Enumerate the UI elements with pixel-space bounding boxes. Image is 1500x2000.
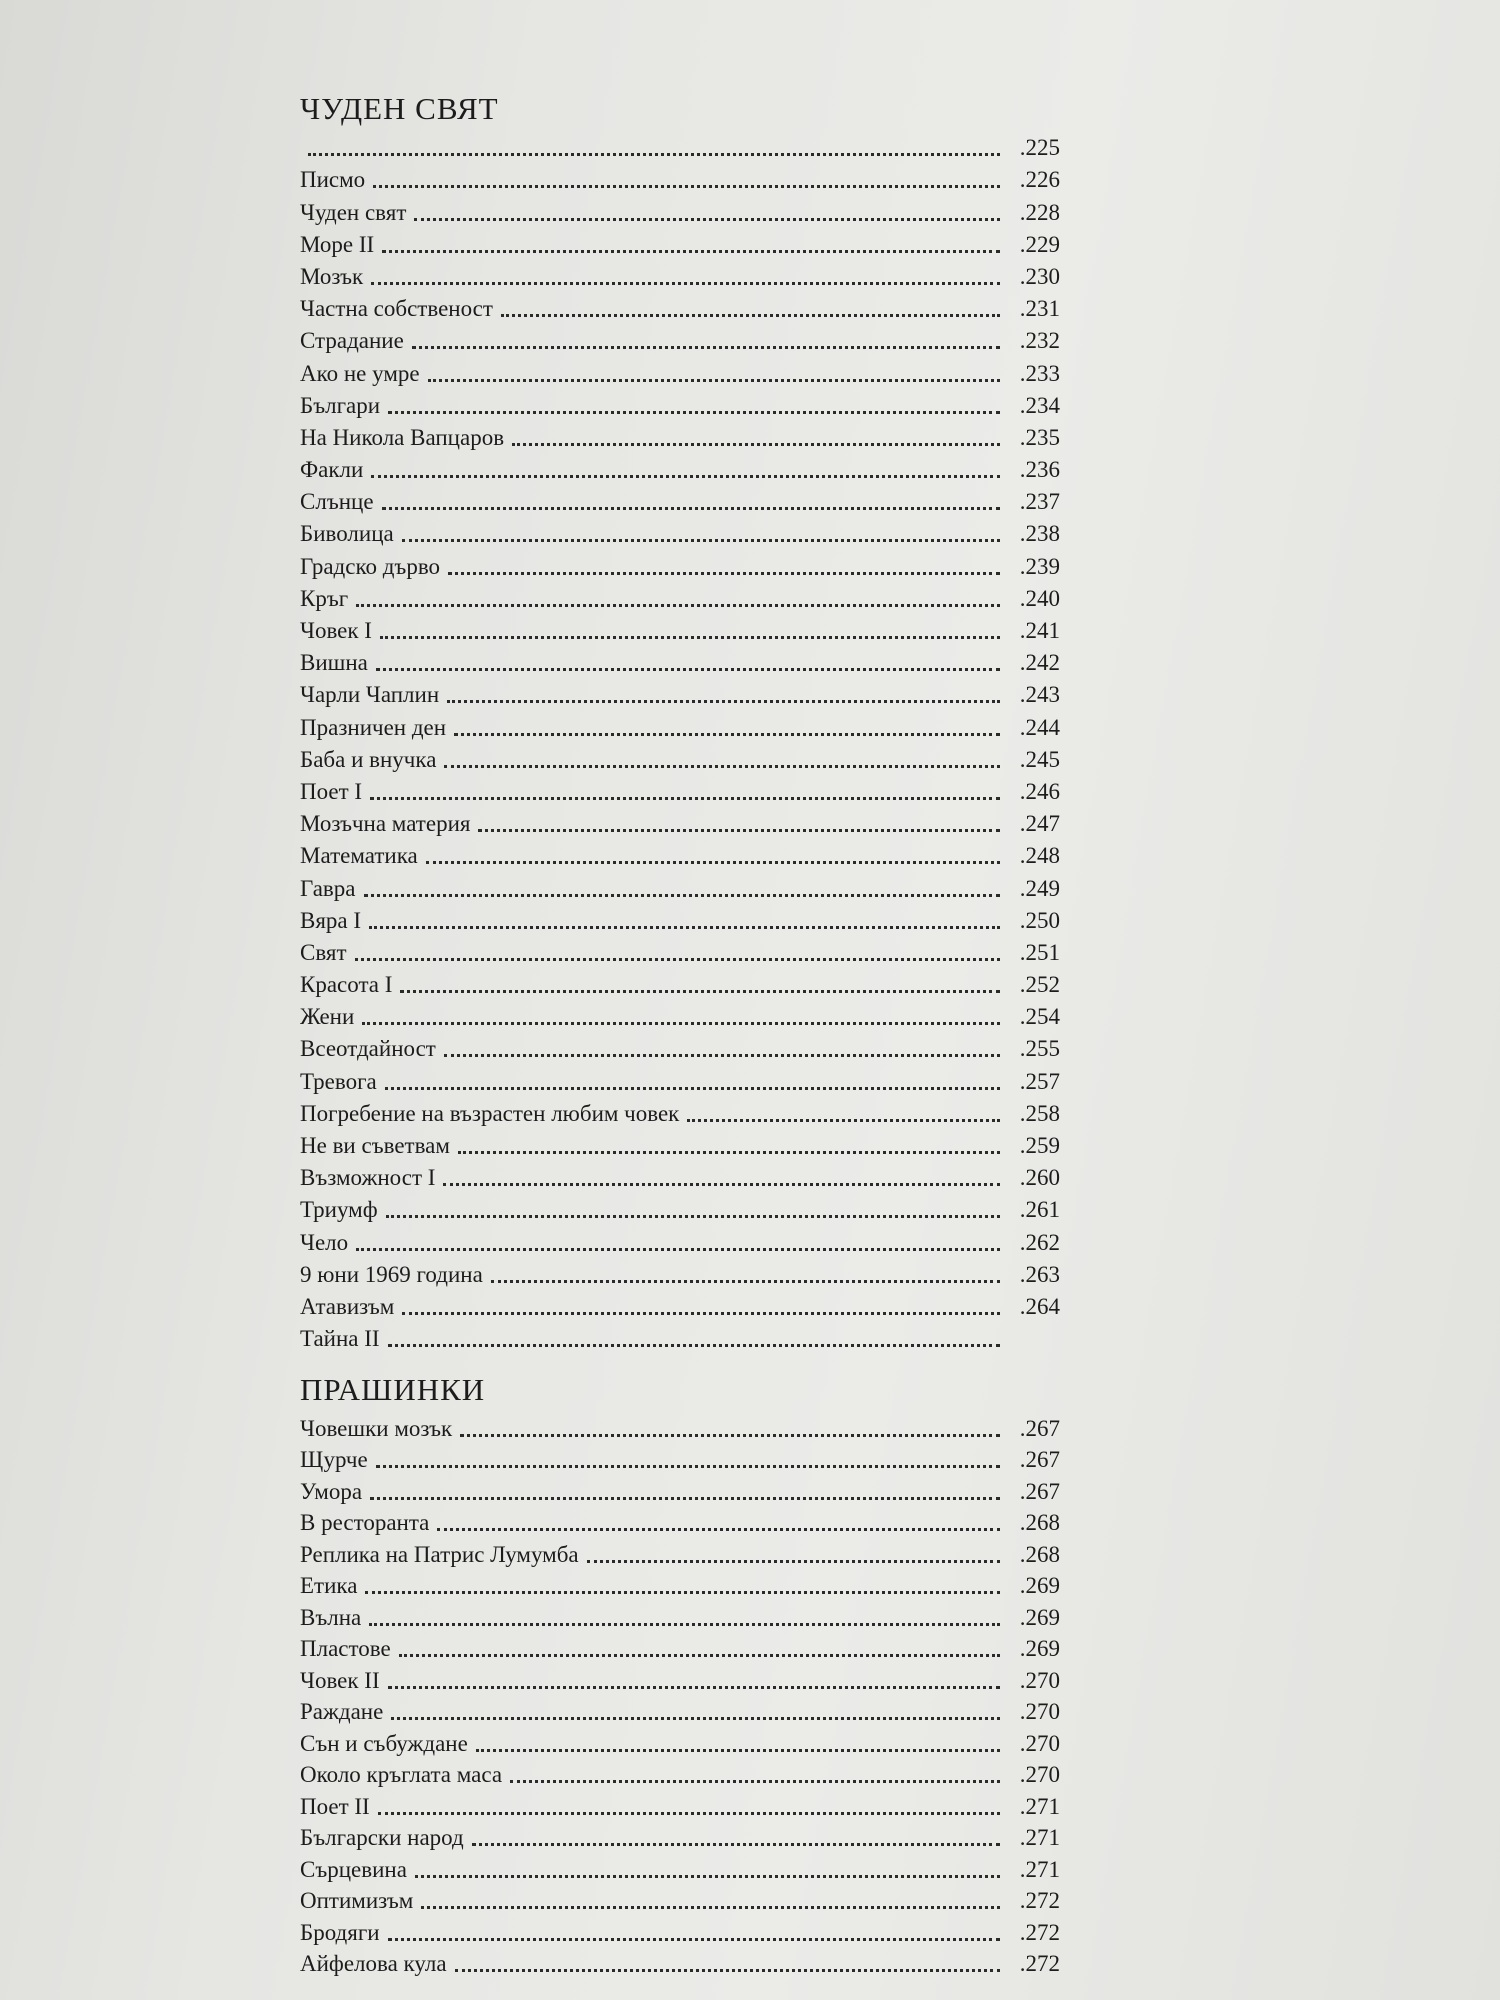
dot-leader <box>448 571 1000 575</box>
dot-leader <box>388 1685 1000 1689</box>
entry-page-number: .269 <box>1019 1604 1060 1630</box>
dot-leader <box>388 1937 1000 1941</box>
entry-title: Погребение на възрастен любим човек <box>300 1100 680 1126</box>
toc-entry <box>300 967 1060 999</box>
toc-entry <box>300 1506 1060 1538</box>
dot-leader <box>382 249 1000 253</box>
entry-page-number: .262 <box>1019 1229 1060 1255</box>
toc-entry <box>300 259 1060 291</box>
toc-entry <box>300 227 1060 259</box>
toc-entry <box>300 1289 1060 1321</box>
entry-page-number: .247 <box>1019 811 1060 837</box>
entry-title: Не ви съветвам <box>300 1133 450 1158</box>
entry-page-number: .245 <box>1019 746 1060 772</box>
dot-leader <box>370 796 1000 800</box>
entry-page-number: .268 <box>1019 1541 1060 1567</box>
entry-title: Баба и внучка <box>300 746 437 772</box>
dot-leader <box>355 957 1000 961</box>
entry-title: Чуден свят <box>300 199 407 225</box>
toc-entry <box>300 1569 1060 1601</box>
table-of-contents <box>300 88 1060 1978</box>
toc-entry <box>300 1947 1060 1979</box>
toc-entry <box>300 420 1060 452</box>
entry-page-number: .261 <box>1019 1197 1060 1223</box>
dot-leader <box>414 217 1000 221</box>
entry-page-number: .242 <box>1019 650 1060 676</box>
dot-leader <box>428 378 1000 382</box>
dot-leader <box>385 1086 1000 1090</box>
toc-entry <box>300 1411 1060 1443</box>
toc-entry <box>300 742 1060 774</box>
dot-leader <box>362 1021 1000 1025</box>
entry-page-number: .248 <box>1019 843 1060 869</box>
toc-entry <box>300 1031 1060 1063</box>
entry-title: Жени <box>300 1004 355 1030</box>
entry-title: Чарли Чаплин <box>300 682 440 708</box>
toc-entry <box>300 194 1060 226</box>
dot-leader <box>491 1279 1000 1283</box>
entry-title: Българи <box>300 392 381 418</box>
toc-entry <box>300 1537 1060 1569</box>
entry-page-number: .271 <box>1019 1825 1060 1851</box>
toc-entry <box>300 1321 1060 1353</box>
toc-entry <box>300 291 1060 323</box>
entry-page-number: .270 <box>1019 1699 1060 1725</box>
entry-page-number: .233 <box>1019 360 1060 386</box>
dot-leader <box>399 1653 1000 1657</box>
toc-entry <box>300 1663 1060 1695</box>
entry-title: Човешки мозък <box>300 1415 453 1441</box>
entry-title: Айфелова кула <box>300 1951 447 1977</box>
entry-title: Човек I <box>300 618 372 643</box>
dot-leader <box>402 538 1000 542</box>
entry-page-number: .232 <box>1019 328 1060 354</box>
entry-title: Свят <box>300 939 347 965</box>
entry-title: Бродяги <box>300 1919 380 1945</box>
dot-leader <box>460 1433 1000 1437</box>
dot-leader <box>447 699 1000 703</box>
entry-title: Оптимизъм <box>300 1888 414 1914</box>
toc-entry <box>300 323 1060 355</box>
dot-leader <box>378 1811 1000 1815</box>
dot-leader <box>308 152 1000 156</box>
entry-title: Човек II <box>300 1667 380 1693</box>
dot-leader <box>356 1247 1000 1251</box>
entry-page-number: .249 <box>1019 875 1060 901</box>
dot-leader <box>364 893 1000 897</box>
entry-title: Тревога <box>300 1068 377 1094</box>
entry-title: Мозъчна материя <box>300 811 471 837</box>
entry-title: Чело <box>300 1229 349 1255</box>
entry-page-number: .268 <box>1019 1510 1060 1536</box>
entry-page-number: .236 <box>1019 457 1060 483</box>
entry-page-number: .231 <box>1019 296 1060 322</box>
entry-title: Слънце <box>300 489 374 515</box>
section-entries <box>300 130 1060 1353</box>
toc-entry <box>300 452 1060 484</box>
dot-leader <box>415 1874 1000 1878</box>
entry-title: Сън и събуждане <box>300 1730 468 1756</box>
toc-entry <box>300 1443 1060 1475</box>
entry-title: Вяра I <box>300 907 362 933</box>
entry-title: Възможност I <box>300 1165 436 1191</box>
entry-page-number: .244 <box>1019 714 1060 740</box>
entry-title: Реплика на Патрис Лумумба <box>300 1541 579 1567</box>
toc-entry <box>300 162 1060 194</box>
entry-title: Кръг <box>300 585 349 611</box>
toc-entry <box>300 1758 1060 1790</box>
entry-title: Поет I <box>300 778 363 804</box>
section-title: ПРАШИНКИ <box>300 1372 486 1408</box>
entry-page-number: .267 <box>1019 1447 1060 1473</box>
entry-page-number: .270 <box>1019 1667 1060 1693</box>
dot-leader <box>400 989 1000 993</box>
entry-title: На Никола Вапцаров <box>300 424 505 450</box>
toc-entry <box>300 1632 1060 1664</box>
toc-entry <box>300 1726 1060 1758</box>
entry-page-number: .272 <box>1019 1951 1060 1977</box>
entry-page-number: .251 <box>1019 939 1060 965</box>
toc-entry <box>300 645 1060 677</box>
entry-page-number: .243 <box>1019 682 1060 708</box>
dot-leader <box>412 345 1000 349</box>
toc-entry <box>300 1063 1060 1095</box>
entry-title: Страдание <box>300 328 404 354</box>
entry-page-number: .229 <box>1019 231 1060 257</box>
toc-entry <box>300 1821 1060 1853</box>
toc-entry <box>300 1789 1060 1821</box>
entry-page-number: .246 <box>1019 778 1060 804</box>
entry-page-number: .255 <box>1019 1036 1060 1062</box>
dot-leader <box>437 1527 1000 1531</box>
toc-entry <box>300 548 1060 580</box>
entry-title: Умора <box>300 1478 363 1504</box>
entry-page-number: .270 <box>1019 1730 1060 1756</box>
dot-leader <box>478 828 1000 832</box>
toc-entry <box>300 1257 1060 1289</box>
entry-page-number: .272 <box>1019 1919 1060 1945</box>
toc-entry <box>300 903 1060 935</box>
toc-entry <box>300 355 1060 387</box>
toc-entry <box>300 1915 1060 1947</box>
entry-title: Факли <box>300 457 364 483</box>
entry-page-number: .237 <box>1019 489 1060 515</box>
dot-leader <box>454 732 1000 736</box>
toc-entry <box>300 1128 1060 1160</box>
toc-entry <box>300 1884 1060 1916</box>
entry-title: Празничен ден <box>300 714 447 740</box>
entry-title: Сърцевина <box>300 1856 407 1882</box>
dot-leader <box>512 442 1000 446</box>
dot-leader <box>370 1496 1000 1500</box>
entry-page-number: .271 <box>1019 1856 1060 1882</box>
toc-entry <box>300 774 1060 806</box>
dot-leader <box>510 1779 1000 1783</box>
entry-page-number: .235 <box>1019 424 1060 450</box>
toc-entry <box>300 484 1060 516</box>
dot-leader <box>444 764 1000 768</box>
entry-title: Около кръглата маса <box>300 1762 503 1788</box>
entry-page-number: .228 <box>1019 199 1060 225</box>
toc-entry <box>300 677 1060 709</box>
entry-title: Градско дърво <box>300 553 441 579</box>
dot-leader <box>388 1343 1000 1347</box>
section-title: ЧУДЕН СВЯТ <box>300 91 499 126</box>
toc-entry <box>300 935 1060 967</box>
entry-page-number: .267 <box>1019 1415 1060 1441</box>
toc-entry <box>300 1096 1060 1128</box>
entry-title: Раждане <box>300 1699 384 1725</box>
entry-page-number: .269 <box>1019 1636 1060 1662</box>
dot-leader <box>587 1559 1000 1563</box>
toc-entry <box>300 1192 1060 1224</box>
dot-leader <box>371 281 1000 285</box>
dot-leader <box>476 1748 1000 1752</box>
entry-page-number: .269 <box>1019 1573 1060 1599</box>
dot-leader <box>356 603 1000 607</box>
dot-leader <box>369 1622 1000 1626</box>
entry-page-number: .241 <box>1019 618 1060 643</box>
entry-title: Вълна <box>300 1604 362 1630</box>
toc-entry <box>300 838 1060 870</box>
toc-entry <box>300 516 1060 548</box>
dot-leader <box>376 667 1000 671</box>
dot-leader <box>443 1182 1000 1186</box>
dot-leader <box>391 1716 1000 1720</box>
toc-entry <box>300 870 1060 902</box>
entry-title: Щурче <box>300 1447 368 1473</box>
dot-leader <box>444 1053 1000 1057</box>
toc-entry <box>300 388 1060 420</box>
dot-leader <box>501 313 1000 317</box>
entry-page-number: .267 <box>1019 1478 1060 1504</box>
entry-title: Красота I <box>300 972 393 998</box>
toc-entry <box>300 613 1060 645</box>
entry-title: 9 юни 1969 година <box>300 1261 483 1287</box>
entry-title: В ресторанта <box>300 1510 430 1536</box>
entry-page-number: .271 <box>1019 1793 1060 1819</box>
entry-page-number: .257 <box>1019 1068 1060 1094</box>
toc-entry <box>300 1160 1060 1192</box>
toc-entry <box>300 1600 1060 1632</box>
toc-entry <box>300 1224 1060 1256</box>
dot-leader <box>426 860 1000 864</box>
entry-page-number: .252 <box>1019 972 1060 998</box>
dot-leader <box>455 1968 1000 1972</box>
dot-leader <box>388 410 1000 414</box>
entry-title: Математика <box>300 843 418 869</box>
dot-leader <box>402 1311 1000 1315</box>
entry-page-number: .239 <box>1019 553 1060 579</box>
entry-page-number: .230 <box>1019 263 1060 289</box>
toc-entry <box>300 1474 1060 1506</box>
entry-page-number: .260 <box>1019 1165 1060 1191</box>
entry-title: Гавра <box>300 875 356 901</box>
entry-page-number: .238 <box>1019 521 1060 547</box>
toc-entry <box>300 806 1060 838</box>
dot-leader <box>365 1590 1000 1594</box>
entry-title: Триумф <box>300 1197 378 1223</box>
dot-leader <box>458 1150 1000 1154</box>
entry-page-number: .259 <box>1019 1133 1060 1158</box>
toc-entry <box>300 709 1060 741</box>
entry-page-number: .258 <box>1019 1100 1060 1126</box>
toc-entry <box>300 1695 1060 1727</box>
entry-title: Атавизъм <box>300 1293 395 1319</box>
entry-title: Частна собственост <box>300 296 493 322</box>
dot-leader <box>421 1905 1000 1909</box>
entry-title: Вишна <box>300 650 368 676</box>
toc-entry <box>300 1852 1060 1884</box>
entry-title: Биволица <box>300 521 394 547</box>
dot-leader <box>369 925 1000 929</box>
entry-page-number: .254 <box>1019 1004 1060 1030</box>
dot-leader <box>382 506 1000 510</box>
entry-title: Български народ <box>300 1825 464 1851</box>
entry-page-number: .240 <box>1019 585 1060 611</box>
dot-leader <box>386 1214 1000 1218</box>
entry-title: Море II <box>300 231 375 257</box>
entry-title: Пластове <box>300 1636 391 1662</box>
dot-leader <box>373 184 1000 188</box>
section-entries <box>300 1411 1060 1978</box>
entry-page-number: .272 <box>1019 1888 1060 1914</box>
entry-page-number: .250 <box>1019 907 1060 933</box>
entry-title: Етика <box>300 1573 358 1599</box>
toc-entry <box>300 581 1060 613</box>
entry-title: Тайна II <box>300 1326 380 1352</box>
dot-leader <box>376 1464 1000 1468</box>
toc-entry <box>300 130 1060 162</box>
entry-title: Поет II <box>300 1793 370 1819</box>
toc-entry <box>300 999 1060 1031</box>
entry-title: Ако не умре <box>300 360 420 386</box>
dot-leader <box>371 474 1000 478</box>
entry-page-number: .234 <box>1019 392 1060 418</box>
dot-leader <box>380 635 1000 639</box>
entry-title: Всеотдайност <box>300 1036 436 1062</box>
entry-title: Мозък <box>300 263 364 289</box>
entry-page-number: .264 <box>1019 1293 1060 1319</box>
dot-leader <box>472 1842 1000 1846</box>
entry-page-number: .225 <box>1019 135 1060 161</box>
entry-page-number: .263 <box>1019 1261 1060 1287</box>
entry-title: Писмо <box>300 167 366 193</box>
dot-leader <box>687 1118 1000 1122</box>
entry-page-number: .226 <box>1019 167 1060 193</box>
entry-page-number: .270 <box>1019 1762 1060 1788</box>
